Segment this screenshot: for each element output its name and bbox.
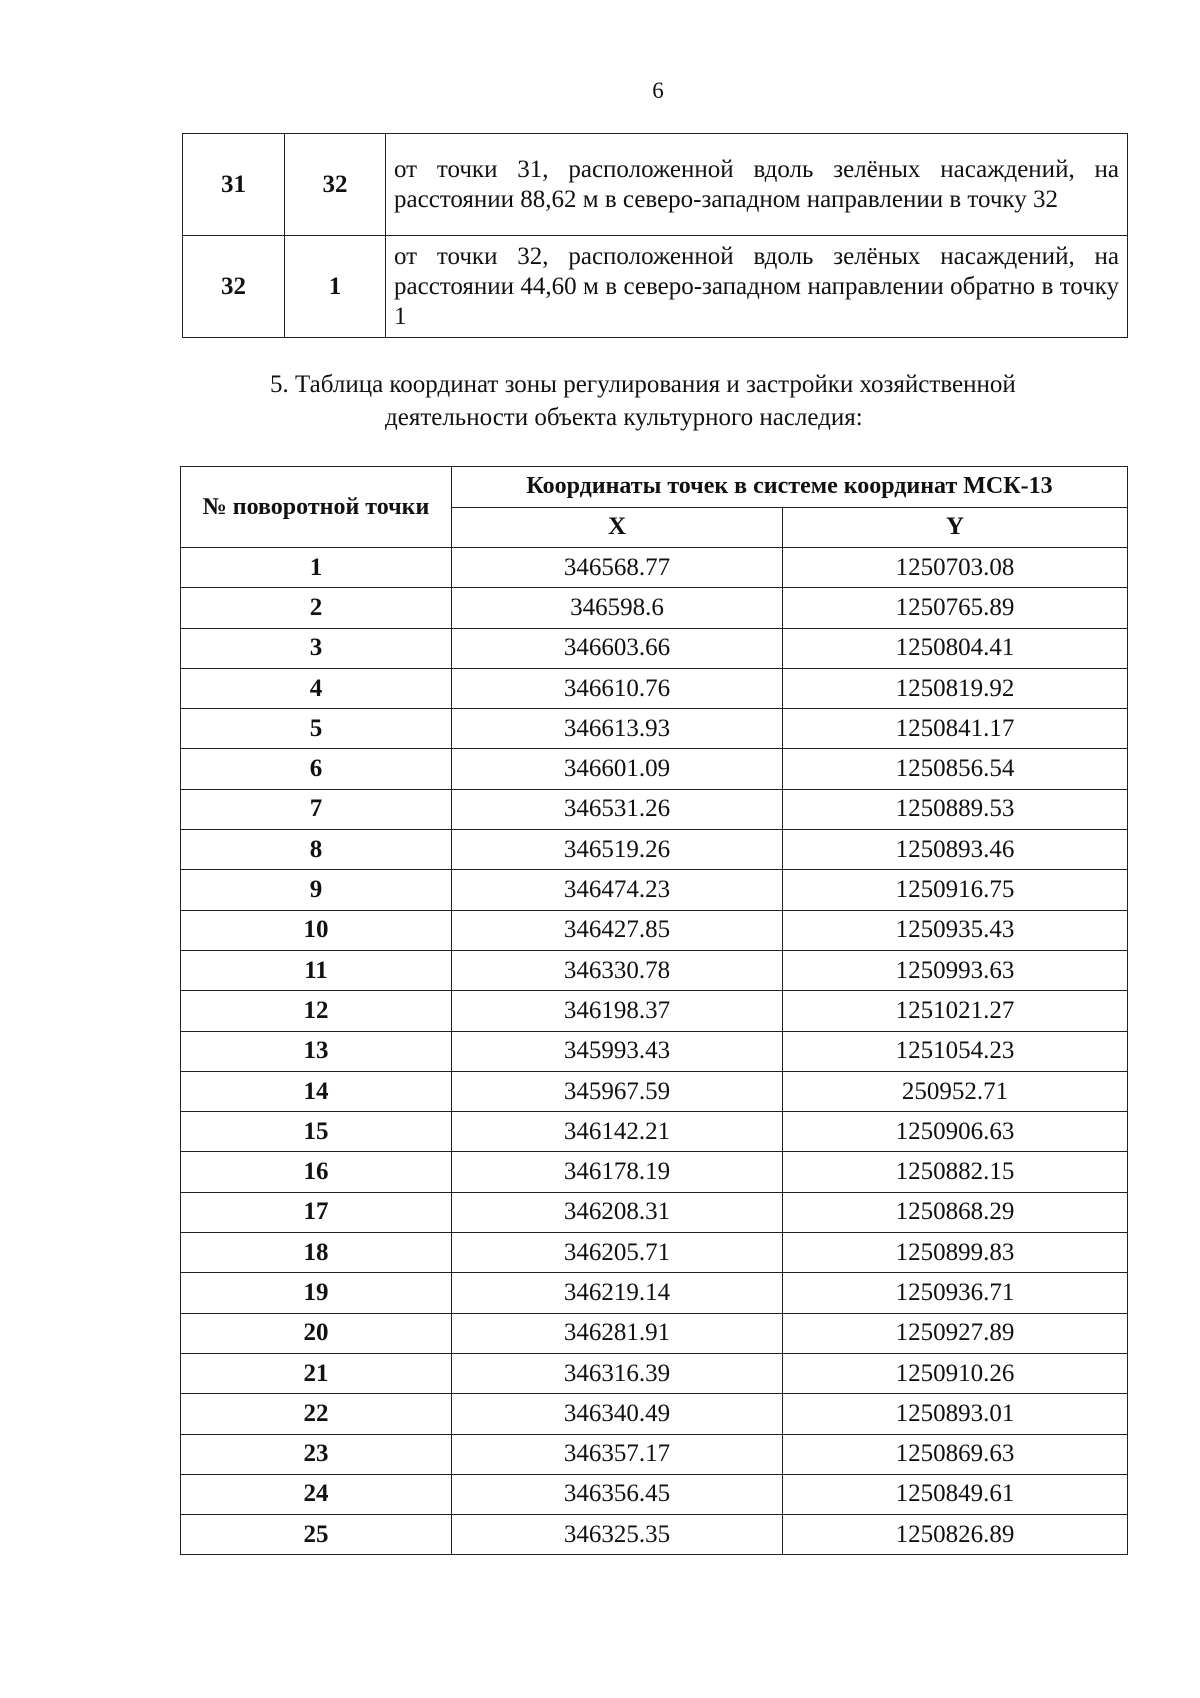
header-row [181,467,1128,508]
x-coordinate-cell: 346178.19 [452,1152,783,1192]
x-coordinate-cell: 346142.21 [452,1112,783,1152]
table-row [181,870,1128,910]
table-row [181,1152,1128,1192]
point-number-cell: 16 [181,1152,452,1192]
x-coordinate-cell: 345993.43 [452,1031,783,1071]
table-row [181,668,1128,708]
y-coordinate-cell: 1250841.17 [783,709,1128,749]
x-coordinate-cell: 346531.26 [452,789,783,829]
from-point-cell: 32 [183,236,285,338]
x-coordinate-cell: 346356.45 [452,1474,783,1514]
table-row [181,709,1128,749]
table-row [181,1071,1128,1111]
point-number-cell: 12 [181,991,452,1031]
header-point-number: № поворотной точки [181,467,452,548]
header-coordinate-system: Координаты точек в системе координат МСК-13 [452,467,1128,508]
y-coordinate-cell: 1250765.89 [783,588,1128,628]
point-number-cell: 24 [181,1474,452,1514]
y-coordinate-cell: 1250910.26 [783,1353,1128,1393]
point-number-cell: 8 [181,830,452,870]
y-coordinate-cell: 1250826.89 [783,1515,1128,1555]
boundary-description-cell: от точки 31, расположенной вдоль зелёных насаждений, на расстоянии 88,62 м в северо-западном направлении в точку 32 [386,134,1128,236]
boundary-description-cell: от точки 32, расположенной вдоль зелёных насаждений, на расстоянии 44,60 м в северо-западном направлении обратно в точку 1 [386,236,1128,338]
x-coordinate-cell: 346613.93 [452,709,783,749]
y-coordinate-cell: 1250916.75 [783,870,1128,910]
table-row [181,1112,1128,1152]
table-row [181,1353,1128,1393]
y-coordinate-cell: 1250819.92 [783,668,1128,708]
table-row [181,1031,1128,1071]
y-coordinate-cell: 1251054.23 [783,1031,1128,1071]
header-y: Y [783,507,1128,548]
x-coordinate-cell: 346325.35 [452,1515,783,1555]
table-row [181,991,1128,1031]
point-number-cell: 13 [181,1031,452,1071]
x-coordinate-cell: 346219.14 [452,1273,783,1313]
y-coordinate-cell: 1250889.53 [783,789,1128,829]
table-row [181,628,1128,668]
y-coordinate-cell: 1250703.08 [783,548,1128,588]
x-coordinate-cell: 346208.31 [452,1192,783,1232]
header-x: X [452,507,783,548]
y-coordinate-cell: 1250869.63 [783,1434,1128,1474]
point-number-cell: 25 [181,1515,452,1555]
to-point-cell: 32 [285,134,386,236]
point-number-cell: 23 [181,1434,452,1474]
point-number-cell: 1 [181,548,452,588]
y-coordinate-cell: 1250993.63 [783,950,1128,990]
point-number-cell: 10 [181,910,452,950]
y-coordinate-cell: 1250893.46 [783,830,1128,870]
table-row [181,1233,1128,1273]
table-row [181,588,1128,628]
to-point-cell: 1 [285,236,386,338]
x-coordinate-cell: 346601.09 [452,749,783,789]
x-coordinate-cell: 346281.91 [452,1313,783,1353]
point-number-cell: 5 [181,709,452,749]
y-coordinate-cell: 1250804.41 [783,628,1128,668]
x-coordinate-cell: 346427.85 [452,910,783,950]
table-row [181,1474,1128,1514]
table-row [181,789,1128,829]
y-coordinate-cell: 1250856.54 [783,749,1128,789]
table-row [181,1394,1128,1434]
table-row [181,1515,1128,1555]
point-number-cell: 17 [181,1192,452,1232]
section-heading-line2: деятельности объекта культурного наследия: [385,404,863,431]
table-row [181,1192,1128,1232]
point-number-cell: 14 [181,1071,452,1111]
table-row [181,1273,1128,1313]
y-coordinate-cell: 250952.71 [783,1071,1128,1111]
table-row [181,1313,1128,1353]
y-coordinate-cell: 1250893.01 [783,1394,1128,1434]
y-coordinate-cell: 1250882.15 [783,1152,1128,1192]
y-coordinate-cell: 1250936.71 [783,1273,1128,1313]
from-point-cell: 31 [183,134,285,236]
point-number-cell: 6 [181,749,452,789]
point-number-cell: 22 [181,1394,452,1434]
point-number-cell: 11 [181,950,452,990]
section-heading [270,368,1120,434]
coordinates-table-body [181,548,1128,1555]
point-number-cell: 21 [181,1353,452,1393]
y-coordinate-cell: 1250935.43 [783,910,1128,950]
point-number-cell: 2 [181,588,452,628]
table-row [181,950,1128,990]
y-coordinate-cell: 1250849.61 [783,1474,1128,1514]
point-number-cell: 18 [181,1233,452,1273]
y-coordinate-cell: 1250899.83 [783,1233,1128,1273]
x-coordinate-cell: 346610.76 [452,668,783,708]
x-coordinate-cell: 345967.59 [452,1071,783,1111]
table-row [181,1434,1128,1474]
table-row [181,910,1128,950]
x-coordinate-cell: 346519.26 [452,830,783,870]
x-coordinate-cell: 346316.39 [452,1353,783,1393]
y-coordinate-cell: 1250906.63 [783,1112,1128,1152]
point-number-cell: 9 [181,870,452,910]
boundary-description-table [182,133,1128,338]
x-coordinate-cell: 346474.23 [452,870,783,910]
y-coordinate-cell: 1250927.89 [783,1313,1128,1353]
point-number-cell: 7 [181,789,452,829]
x-coordinate-cell: 346357.17 [452,1434,783,1474]
point-number-cell: 3 [181,628,452,668]
section-heading-line1: 5. Таблица координат зоны регулирования и застройки хозяйственной [270,371,1016,398]
x-coordinate-cell: 346598.6 [452,588,783,628]
point-number-cell: 15 [181,1112,452,1152]
x-coordinate-cell: 346603.66 [452,628,783,668]
page-number: 6 [652,78,664,103]
x-coordinate-cell: 346568.77 [452,548,783,588]
table-row [181,749,1128,789]
coordinates-table [180,466,1128,1555]
table-row [181,830,1128,870]
y-coordinate-cell: 1250868.29 [783,1192,1128,1232]
table-row [183,236,1128,338]
point-number-cell: 19 [181,1273,452,1313]
x-coordinate-cell: 346198.37 [452,991,783,1031]
x-coordinate-cell: 346340.49 [452,1394,783,1434]
y-coordinate-cell: 1251021.27 [783,991,1128,1031]
x-coordinate-cell: 346330.78 [452,950,783,990]
x-coordinate-cell: 346205.71 [452,1233,783,1273]
point-number-cell: 4 [181,668,452,708]
point-number-cell: 20 [181,1313,452,1353]
table-row [181,548,1128,588]
table-row [183,134,1128,236]
